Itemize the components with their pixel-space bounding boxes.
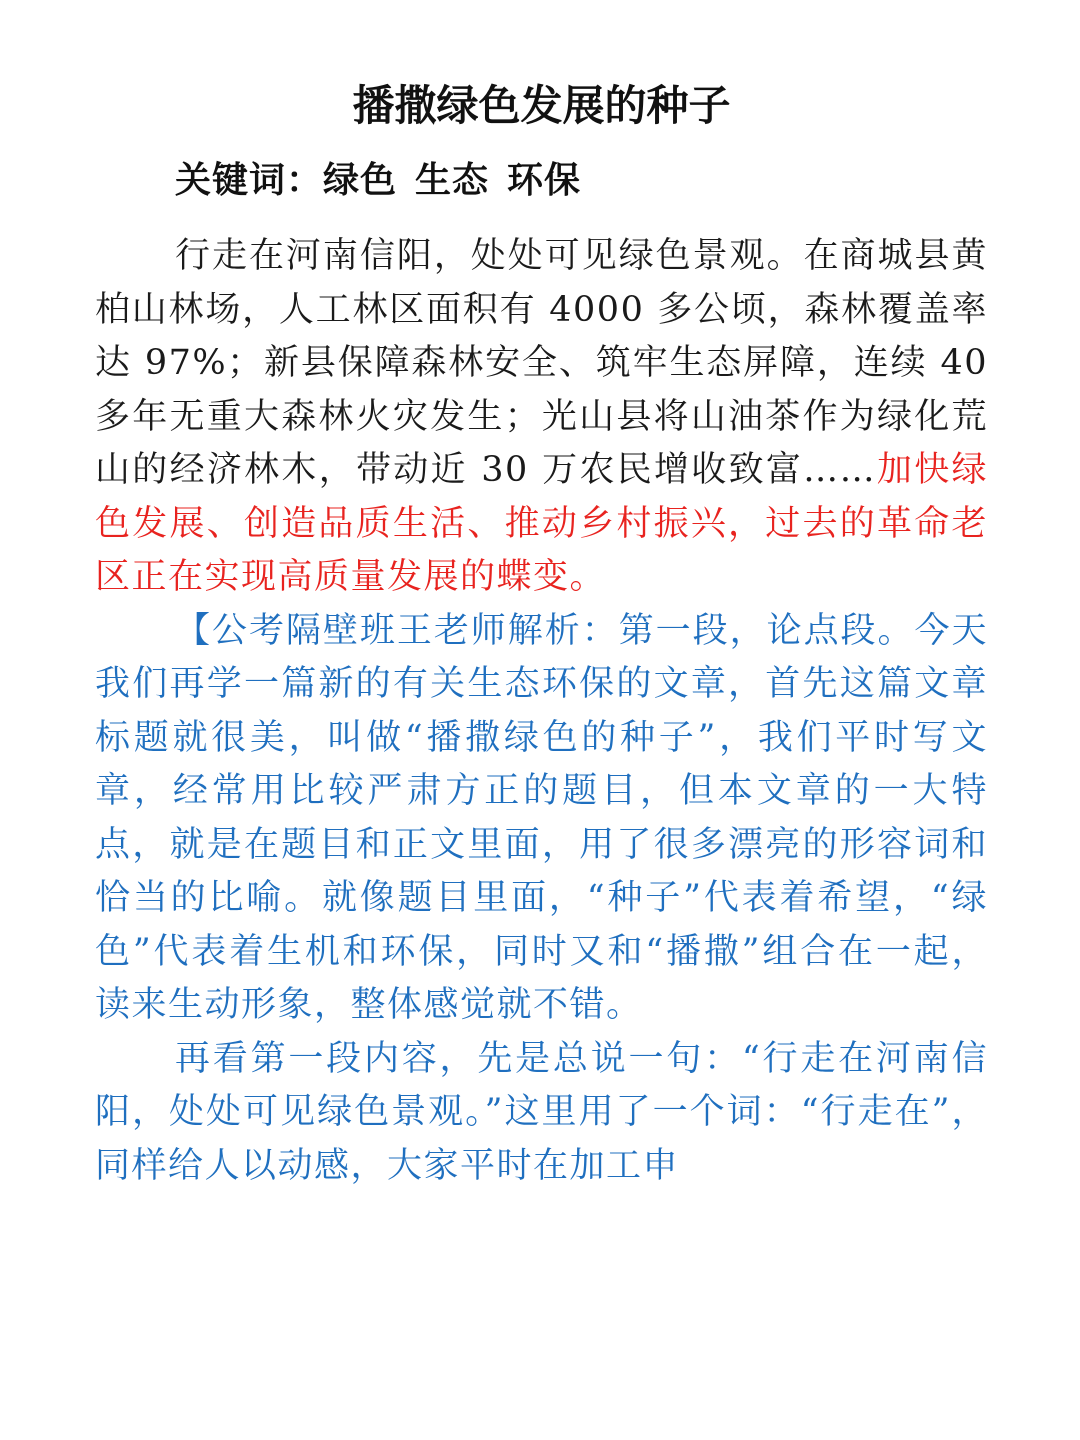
article (95, 78, 988, 1193)
keyword-item: 绿色 (323, 160, 398, 201)
analysis-paragraph-2: 再看第一段内容，先是总说一句：“行走在河南信阳，处处可见绿色景观。”这里用了一个词：“行走在”，同样给人以动感，大家平时在加工申 (95, 1038, 988, 1186)
keywords-line (95, 156, 988, 206)
keyword-item: 环保 (507, 160, 582, 201)
paragraph-1 (95, 230, 988, 605)
keywords-label: 关键词： (175, 160, 324, 201)
paragraph-1-text: 行走在河南信阳，处处可见绿色景观。在商城县黄柏山林场，人工林区面积有 4000 多公顷，森林覆盖率达 97%；新县保障森林安全、筑牢生态屏障，连续 40 多年无重大森林火灾发生；光山县将山油茶作为绿化荒山的经济林木，带动近 30 万农民增收致富…… (95, 236, 988, 490)
keyword-item: 生态 (415, 160, 490, 201)
paragraph-1-highlight: 加快绿色发展、创造品质生活、推动乡村振兴，过去的革命老区正在实现高质量发展的蝶变。 (95, 450, 988, 597)
analysis-paragraph-1: 【公考隔壁班王老师解析：第一段，论点段。今天我们再学一篇新的有关生态环保的文章，首先这篇文章标题就很美，叫做“播撒绿色的种子”，我们平时写文章，经常用比较严肃方正的题目，但本文章的一大特点，就是在题目和正文里面，用了很多漂亮的形容词和恰当的比喻。就像题目里面，“种子”代表着希望，“绿色”代表着生机和环保，同时又和“播撒”组合在一起，读来生动形象，整体感觉就不错。 (95, 610, 988, 1025)
article-title: 播撒绿色发展的种子 (352, 81, 731, 130)
